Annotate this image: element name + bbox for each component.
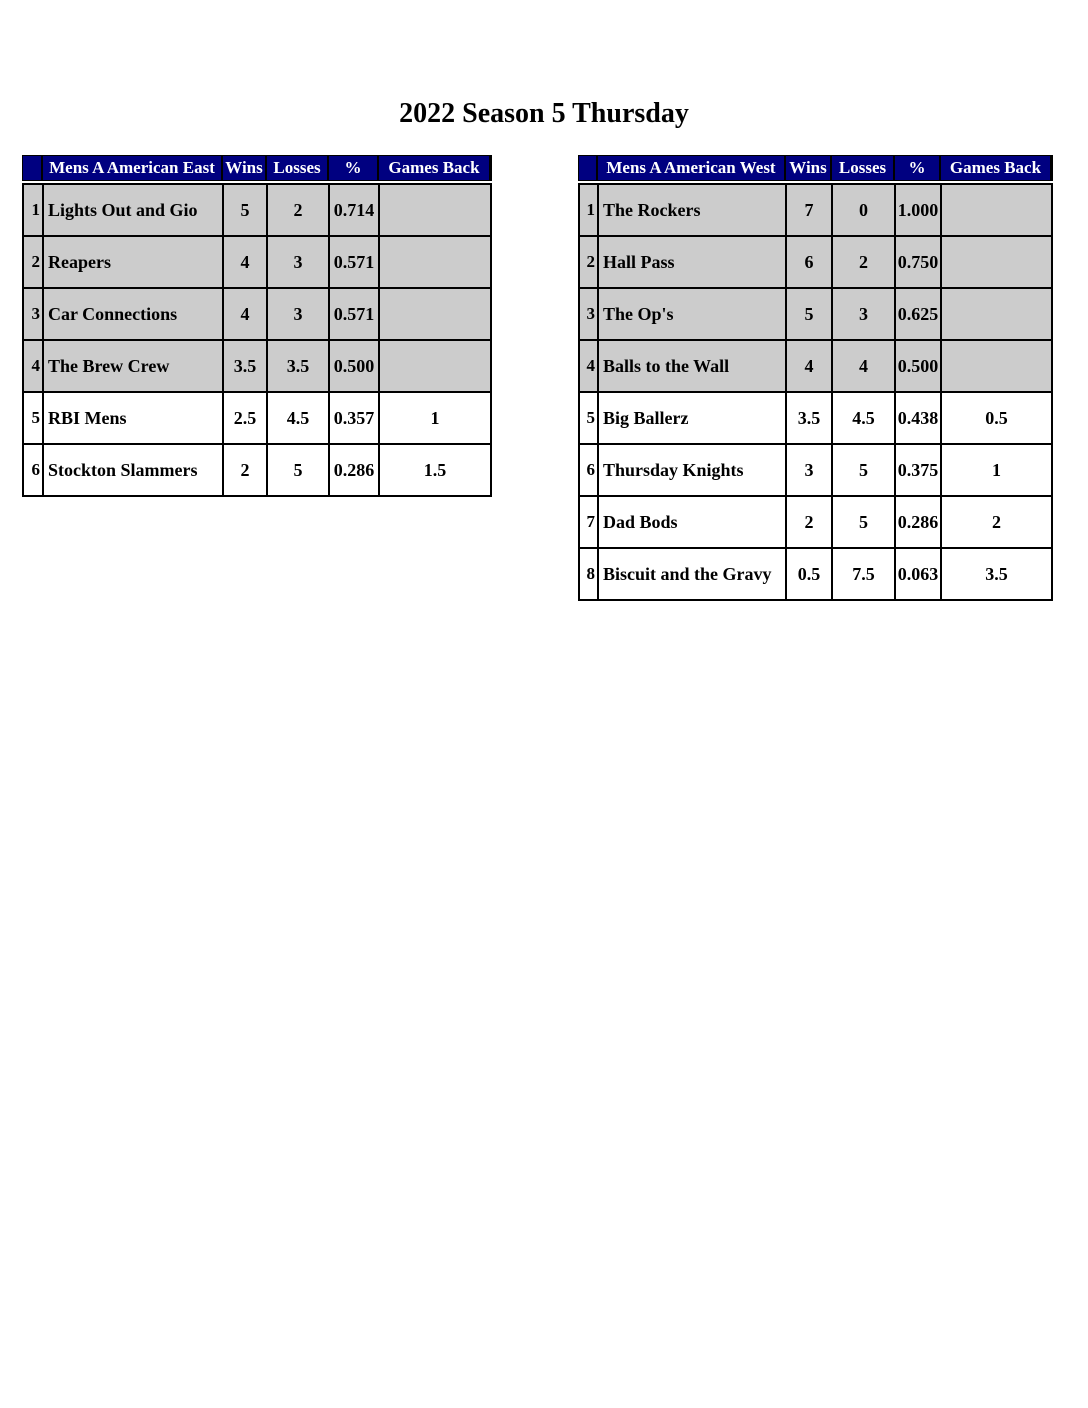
rank-cell: 3 bbox=[580, 289, 597, 339]
pct-cell: 1.000 bbox=[896, 185, 940, 235]
pct-cell: 0.357 bbox=[330, 393, 378, 443]
team-name-cell: Big Ballerz bbox=[599, 393, 785, 443]
wins-cell: 2.5 bbox=[224, 393, 266, 443]
pct-cell: 0.625 bbox=[896, 289, 940, 339]
wins-cell: 5 bbox=[787, 289, 831, 339]
losses-cell: 0 bbox=[833, 185, 894, 235]
table-body bbox=[22, 183, 492, 497]
losses-cell: 5 bbox=[268, 445, 328, 495]
standings-table-east bbox=[22, 155, 492, 497]
losses-cell: 2 bbox=[833, 237, 894, 287]
losses-cell: 4 bbox=[833, 341, 894, 391]
team-name-cell: Dad Bods bbox=[599, 497, 785, 547]
rank-cell: 2 bbox=[580, 237, 597, 287]
standings-table-west bbox=[578, 155, 1053, 601]
team-name-cell: Hall Pass bbox=[599, 237, 785, 287]
team-name-cell: The Op's bbox=[599, 289, 785, 339]
wins-column-header: Wins bbox=[786, 156, 830, 180]
games-back-column-header: Games Back bbox=[941, 156, 1050, 180]
team-name-cell: Thursday Knights bbox=[599, 445, 785, 495]
table-header-row bbox=[578, 155, 1053, 181]
rank-cell: 4 bbox=[580, 341, 597, 391]
losses-cell: 5 bbox=[833, 497, 894, 547]
games-back-cell: 3.5 bbox=[942, 549, 1051, 599]
pct-cell: 0.571 bbox=[330, 237, 378, 287]
rank-cell: 8 bbox=[580, 549, 597, 599]
losses-cell: 7.5 bbox=[833, 549, 894, 599]
losses-cell: 3 bbox=[833, 289, 894, 339]
games-back-cell bbox=[380, 341, 490, 391]
losses-cell: 4.5 bbox=[268, 393, 328, 443]
rank-cell: 5 bbox=[24, 393, 42, 443]
pct-cell: 0.286 bbox=[896, 497, 940, 547]
pct-cell: 0.063 bbox=[896, 549, 940, 599]
pct-cell: 0.375 bbox=[896, 445, 940, 495]
rank-cell: 6 bbox=[24, 445, 42, 495]
rank-cell: 7 bbox=[580, 497, 597, 547]
rank-cell: 6 bbox=[580, 445, 597, 495]
pct-column-header: % bbox=[895, 156, 939, 180]
rank-cell: 3 bbox=[24, 289, 42, 339]
games-back-column-header: Games Back bbox=[379, 156, 489, 180]
wins-cell: 3.5 bbox=[224, 341, 266, 391]
wins-cell: 3 bbox=[787, 445, 831, 495]
pct-cell: 0.500 bbox=[330, 341, 378, 391]
games-back-cell: 1 bbox=[380, 393, 490, 443]
wins-cell: 4 bbox=[224, 289, 266, 339]
rank-column-header bbox=[23, 156, 41, 180]
games-back-cell: 2 bbox=[942, 497, 1051, 547]
wins-cell: 5 bbox=[224, 185, 266, 235]
wins-column-header: Wins bbox=[223, 156, 265, 180]
rank-cell: 5 bbox=[580, 393, 597, 443]
rank-cell: 1 bbox=[24, 185, 42, 235]
rank-column-header bbox=[579, 156, 596, 180]
rank-cell: 1 bbox=[580, 185, 597, 235]
losses-cell: 5 bbox=[833, 445, 894, 495]
team-name-cell: Balls to the Wall bbox=[599, 341, 785, 391]
wins-cell: 7 bbox=[787, 185, 831, 235]
wins-cell: 2 bbox=[787, 497, 831, 547]
games-back-cell: 0.5 bbox=[942, 393, 1051, 443]
wins-cell: 2 bbox=[224, 445, 266, 495]
wins-cell: 3.5 bbox=[787, 393, 831, 443]
team-name-cell: Lights Out and Gio bbox=[44, 185, 222, 235]
losses-cell: 4.5 bbox=[833, 393, 894, 443]
pct-cell: 0.286 bbox=[330, 445, 378, 495]
division-title: Mens A American West bbox=[598, 156, 784, 180]
team-name-cell: Car Connections bbox=[44, 289, 222, 339]
wins-cell: 6 bbox=[787, 237, 831, 287]
losses-cell: 3 bbox=[268, 289, 328, 339]
pct-cell: 0.750 bbox=[896, 237, 940, 287]
table-body bbox=[578, 183, 1053, 601]
wins-cell: 4 bbox=[224, 237, 266, 287]
games-back-cell bbox=[942, 289, 1051, 339]
games-back-cell bbox=[942, 341, 1051, 391]
losses-cell: 3.5 bbox=[268, 341, 328, 391]
team-name-cell: RBI Mens bbox=[44, 393, 222, 443]
games-back-cell bbox=[380, 185, 490, 235]
pct-cell: 0.438 bbox=[896, 393, 940, 443]
table-header-row bbox=[22, 155, 492, 181]
pct-cell: 0.500 bbox=[896, 341, 940, 391]
team-name-cell: Biscuit and the Gravy bbox=[599, 549, 785, 599]
rank-cell: 2 bbox=[24, 237, 42, 287]
games-back-cell bbox=[380, 289, 490, 339]
team-name-cell: The Rockers bbox=[599, 185, 785, 235]
team-name-cell: Reapers bbox=[44, 237, 222, 287]
losses-cell: 2 bbox=[268, 185, 328, 235]
team-name-cell: Stockton Slammers bbox=[44, 445, 222, 495]
wins-cell: 4 bbox=[787, 341, 831, 391]
pct-column-header: % bbox=[329, 156, 377, 180]
wins-cell: 0.5 bbox=[787, 549, 831, 599]
losses-column-header: Losses bbox=[267, 156, 327, 180]
games-back-cell: 1 bbox=[942, 445, 1051, 495]
games-back-cell bbox=[942, 237, 1051, 287]
games-back-cell bbox=[380, 237, 490, 287]
division-title: Mens A American East bbox=[43, 156, 221, 180]
team-name-cell: The Brew Crew bbox=[44, 341, 222, 391]
pct-cell: 0.571 bbox=[330, 289, 378, 339]
losses-column-header: Losses bbox=[832, 156, 893, 180]
games-back-cell: 1.5 bbox=[380, 445, 490, 495]
page-title: 2022 Season 5 Thursday bbox=[399, 98, 689, 129]
losses-cell: 3 bbox=[268, 237, 328, 287]
pct-cell: 0.714 bbox=[330, 185, 378, 235]
games-back-cell bbox=[942, 185, 1051, 235]
rank-cell: 4 bbox=[24, 341, 42, 391]
